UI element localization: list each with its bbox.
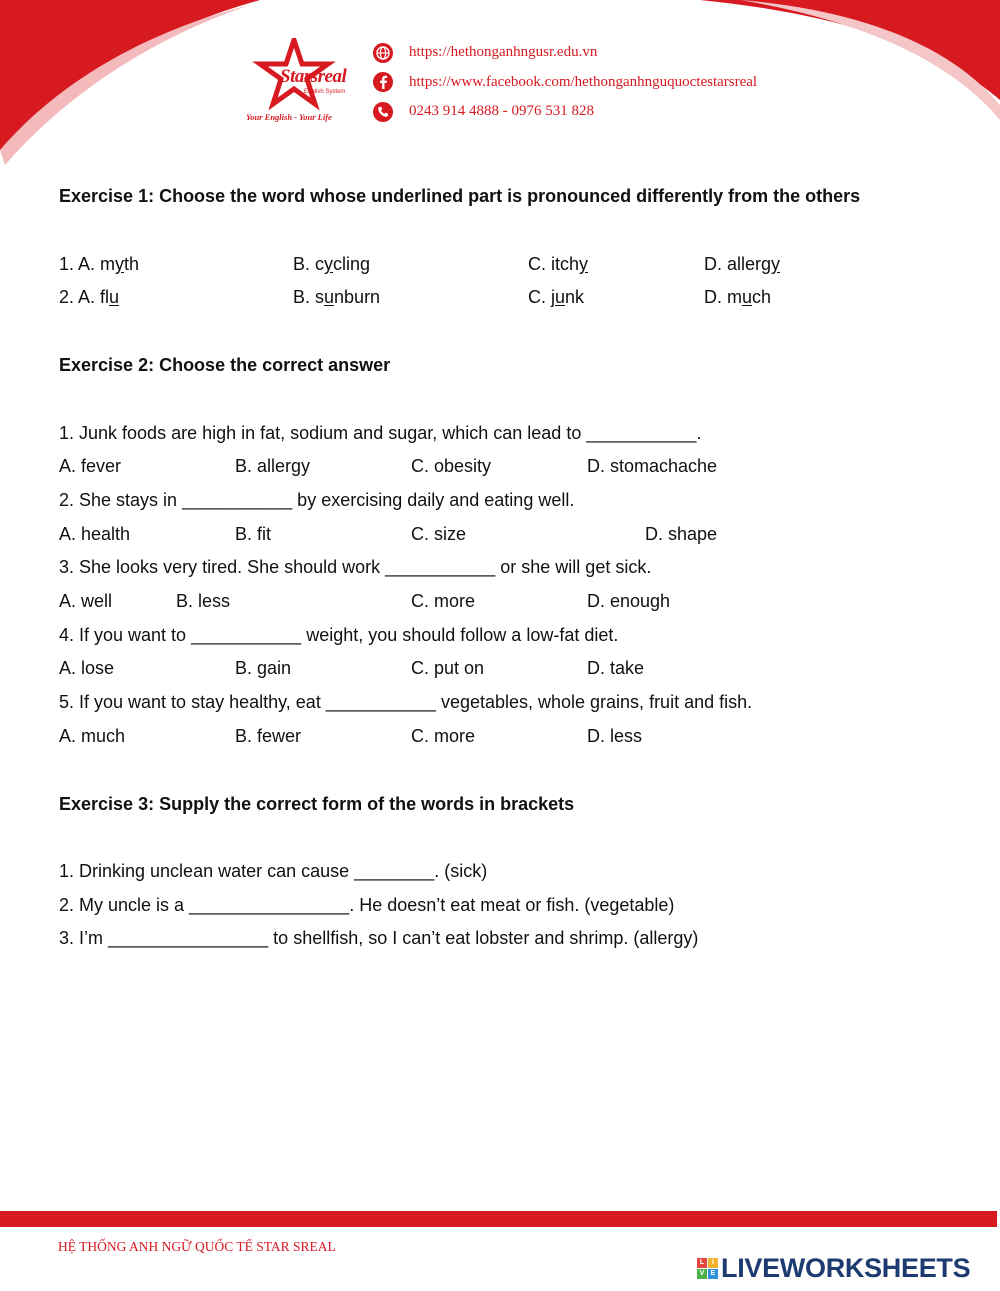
footer-school-name: HỆ THỐNG ANH NGỮ QUỐC TẾ STAR SREAL <box>58 1239 336 1254</box>
phone-icon <box>372 101 394 123</box>
ex1-q2-option-b: B. sunburn <box>293 287 381 307</box>
contact-phone <box>372 97 757 127</box>
ex2-q2-option-c: C. size <box>411 524 467 544</box>
starsreal-logo <box>244 38 359 128</box>
ex2-q2-option-b: B. fit <box>235 524 272 544</box>
ex3-question-1: 1. Drinking unclean water can cause ________. (sick) <box>59 861 488 881</box>
ex2-q3-option-d: D. enough <box>587 591 671 611</box>
ex2-question-4: 4. If you want to ___________ weight, you should follow a low-fat diet. <box>59 625 619 645</box>
ex2-question-2: 2. She stays in ___________ by exercising daily and eating well. <box>59 490 575 510</box>
ex2-q5-option-a: A. much <box>59 726 126 746</box>
phone-numbers: 0243 914 4888 - 0976 531 828 <box>409 103 594 120</box>
ex2-question-5: 5. If you want to stay healthy, eat ___________ vegetables, whole grains, fruit and fish. <box>59 692 753 712</box>
contact-facebook[interactable] <box>372 68 757 98</box>
contact-info <box>372 38 757 127</box>
ex2-q3-option-c: C. more <box>411 591 476 611</box>
ex2-q3-option-b: B. less <box>176 591 231 611</box>
contact-website[interactable] <box>372 38 757 68</box>
exercise3-title: Exercise 3: Supply the correct form of the words in brackets <box>59 794 575 814</box>
ex2-q5-option-b: B. fewer <box>235 726 302 746</box>
ex2-q4-option-b: B. gain <box>235 658 292 678</box>
ex2-q4-option-a: A. lose <box>59 658 115 678</box>
logo-wordmark: Starsreal <box>280 66 347 87</box>
ex2-q1-option-a: A. fever <box>59 456 122 476</box>
website-url[interactable]: https://hethonganhngusr.edu.vn <box>409 44 598 61</box>
ex2-q1-option-d: D. stomachache <box>587 456 718 476</box>
facebook-icon <box>372 71 394 93</box>
logo-tagline: Your English - Your Life <box>246 112 332 122</box>
ex2-q4-option-c: C. put on <box>411 658 485 678</box>
logo-subtitle: English System <box>304 89 346 95</box>
ex3-question-3: 3. I’m ________________ to shellfish, so I can’t eat lobster and shrimp. (allergy) <box>59 928 699 948</box>
ex1-q2-option-d: D. much <box>704 287 772 307</box>
liveworksheets-logo[interactable] <box>697 1253 970 1284</box>
ex1-q2-option-c: C. junk <box>528 287 585 307</box>
ex1-q1-option-a: 1. A. myth <box>59 254 140 274</box>
liveworksheets-icon: L I V E <box>697 1258 718 1279</box>
ex3-question-2: 2. My uncle is a ________________. He doesn’t eat meat or fish. (vegetable) <box>59 895 675 915</box>
ex2-q1-option-c: C. obesity <box>411 456 492 476</box>
ex1-q1-option-b: B. cycling <box>293 254 371 274</box>
exercise1-title: Exercise 1: Choose the word whose underlined part is pronounced differently from the others <box>59 186 861 206</box>
facebook-url[interactable]: https://www.facebook.com/hethonganhnguquoctestarsreal <box>409 73 758 90</box>
globe-icon <box>372 42 394 64</box>
ex1-q1-option-d: D. allergy <box>704 254 781 274</box>
ex2-q1-option-b: B. allergy <box>235 456 311 476</box>
ex1-q2-option-a: 2. A. flu <box>59 287 120 307</box>
ex2-q3-option-a: A. well <box>59 591 113 611</box>
liveworksheets-wordmark: LIVEWORKSHEETS <box>721 1253 971 1283</box>
ex2-q5-option-d: D. less <box>587 726 643 746</box>
footer-bar <box>0 1211 997 1227</box>
ex2-q2-option-a: A. health <box>59 524 131 544</box>
ex2-q2-option-d: D. shape <box>645 524 718 544</box>
ex2-q4-option-d: D. take <box>587 658 645 678</box>
ex1-q1-option-c: C. itchy <box>528 254 589 274</box>
ex2-question-3: 3. She looks very tired. She should work ___________ or she will get sick. <box>59 557 652 577</box>
ex2-q5-option-c: C. more <box>411 726 476 746</box>
ex2-question-1: 1. Junk foods are high in fat, sodium and sugar, which can lead to ___________. <box>59 423 702 443</box>
exercise2-title: Exercise 2: Choose the correct answer <box>59 355 391 375</box>
